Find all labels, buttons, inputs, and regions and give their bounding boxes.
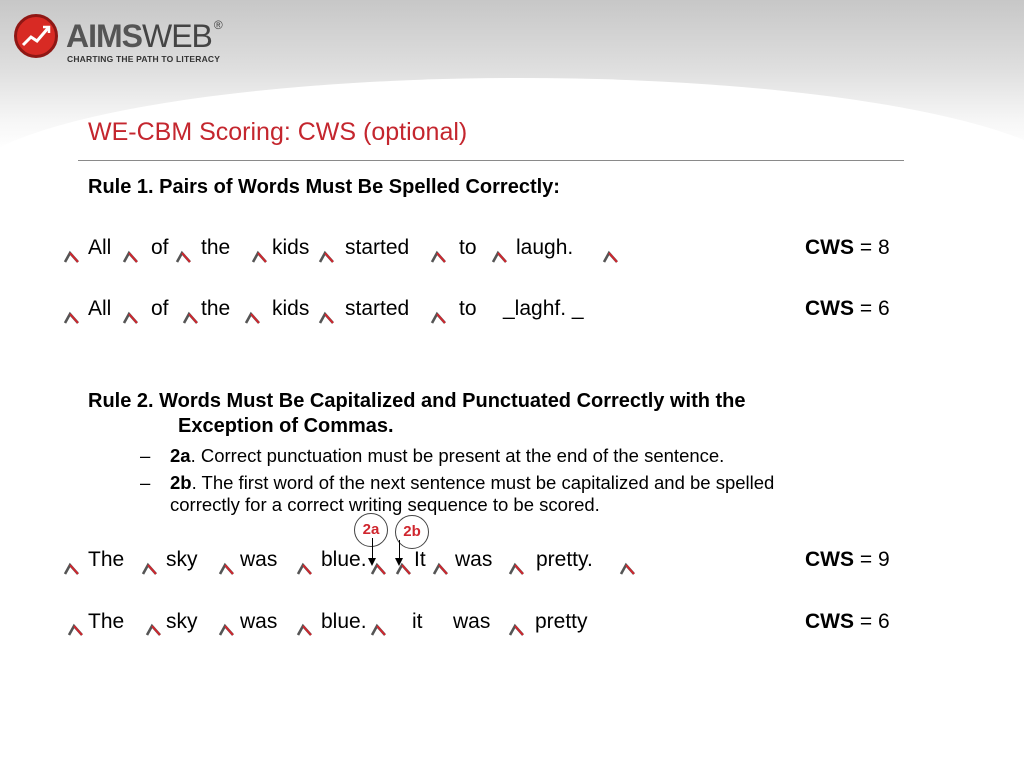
- example-word: blue.: [321, 548, 367, 571]
- cws-value: = 9: [859, 548, 890, 571]
- correct-sequence-caret-icon: [251, 250, 269, 264]
- correct-sequence-caret-icon: [296, 623, 314, 637]
- cws-value: = 8: [859, 236, 890, 259]
- example-word: it: [412, 610, 423, 633]
- example-word: blue.: [321, 610, 367, 633]
- example-word: sky: [166, 610, 198, 633]
- example-word: the: [201, 236, 231, 259]
- example-word: was: [240, 610, 278, 633]
- example-word: to: [459, 297, 477, 320]
- example-word: _laghf. _: [503, 297, 584, 320]
- bullet-2a: [170, 445, 724, 467]
- correct-sequence-caret-icon: [432, 562, 450, 576]
- example-word: pretty: [535, 610, 588, 633]
- cws-score: [805, 297, 890, 321]
- logo-tagline: CHARTING THE PATH TO LITERACY: [67, 54, 221, 64]
- correct-sequence-caret-icon: [296, 562, 314, 576]
- title-divider: [78, 160, 904, 161]
- correct-sequence-caret-icon: [508, 623, 526, 637]
- example-word: started: [345, 297, 410, 320]
- correct-sequence-caret-icon: [141, 562, 159, 576]
- example-word: pretty.: [536, 548, 593, 571]
- bullet-code: 2b: [170, 472, 192, 493]
- cws-value: = 6: [859, 610, 890, 633]
- example-word: started: [345, 236, 410, 259]
- example-word: the: [201, 297, 231, 320]
- correct-sequence-caret-icon: [63, 250, 81, 264]
- example-word: was: [455, 548, 493, 571]
- example-word: The: [88, 548, 125, 571]
- correct-sequence-caret-icon: [67, 623, 85, 637]
- bullet-text: . The first word of the next sentence must be capitalized and be spelled: [191, 472, 775, 493]
- bullet-text: . Correct punctuation must be present at the end of the sentence.: [190, 445, 725, 466]
- example-word: sky: [166, 548, 198, 571]
- example-word: All: [88, 236, 112, 259]
- bullet-text-cont: correctly for a correct writing sequence to be scored.: [170, 494, 600, 515]
- correct-sequence-caret-icon: [491, 250, 509, 264]
- aimsweb-logo-icon: [14, 14, 58, 58]
- correct-sequence-caret-icon: [182, 311, 200, 325]
- correct-sequence-caret-icon: [318, 311, 336, 325]
- rule2-heading: Rule 2. Words Must Be Capitalized and Punctuated Correctly with the: [88, 390, 746, 412]
- cws-score: [805, 610, 890, 634]
- correct-sequence-caret-icon: [619, 562, 637, 576]
- correct-sequence-caret-icon: [63, 311, 81, 325]
- example-word: It: [414, 548, 426, 571]
- cws-label: CWS: [805, 236, 854, 259]
- correct-sequence-caret-icon: [175, 250, 193, 264]
- slide-title: WE-CBM Scoring: CWS (optional): [88, 118, 468, 146]
- correct-sequence-caret-icon: [508, 562, 526, 576]
- example-word: All: [88, 297, 112, 320]
- correct-sequence-caret-icon: [430, 250, 448, 264]
- correct-sequence-caret-icon: [145, 623, 163, 637]
- example-word: was: [240, 548, 278, 571]
- correct-sequence-caret-icon: [602, 250, 620, 264]
- correct-sequence-caret-icon: [370, 562, 388, 576]
- cws-label: CWS: [805, 297, 854, 320]
- cws-score: [805, 236, 890, 260]
- correct-sequence-caret-icon: [63, 562, 81, 576]
- logo-wordmark: AIMSWEB ®: [66, 18, 222, 54]
- example-word: was: [453, 610, 491, 633]
- example-word: to: [459, 236, 477, 259]
- correct-sequence-caret-icon: [218, 562, 236, 576]
- cws-label: CWS: [805, 610, 854, 633]
- example-word: The: [88, 610, 125, 633]
- correct-sequence-caret-icon: [122, 250, 140, 264]
- correct-sequence-caret-icon: [218, 623, 236, 637]
- correct-sequence-caret-icon: [370, 623, 388, 637]
- example-word: kids: [272, 297, 310, 320]
- correct-sequence-caret-icon: [122, 311, 140, 325]
- example-word: laugh.: [516, 236, 574, 259]
- example-word: of: [151, 236, 169, 259]
- rule1-heading: Rule 1. Pairs of Words Must Be Spelled Correctly:: [88, 176, 560, 198]
- correct-sequence-caret-icon: [318, 250, 336, 264]
- bullet-2b: [170, 472, 774, 494]
- bullet-dash: –: [140, 445, 151, 466]
- correct-sequence-caret-icon: [430, 311, 448, 325]
- callout-2a: 2a: [354, 513, 388, 547]
- rule2-heading-cont: Exception of Commas.: [178, 415, 394, 437]
- example-word: of: [151, 297, 169, 320]
- example-word: kids: [272, 236, 310, 259]
- bullet-dash: –: [140, 472, 151, 493]
- correct-sequence-caret-icon: [244, 311, 262, 325]
- correct-sequence-caret-icon: [395, 562, 413, 576]
- bullet-code: 2a: [170, 445, 191, 466]
- cws-value: = 6: [859, 297, 890, 320]
- callout-2b: 2b: [395, 515, 429, 549]
- cws-label: CWS: [805, 548, 854, 571]
- cws-score: [805, 548, 890, 572]
- aimsweb-logo: [14, 14, 274, 64]
